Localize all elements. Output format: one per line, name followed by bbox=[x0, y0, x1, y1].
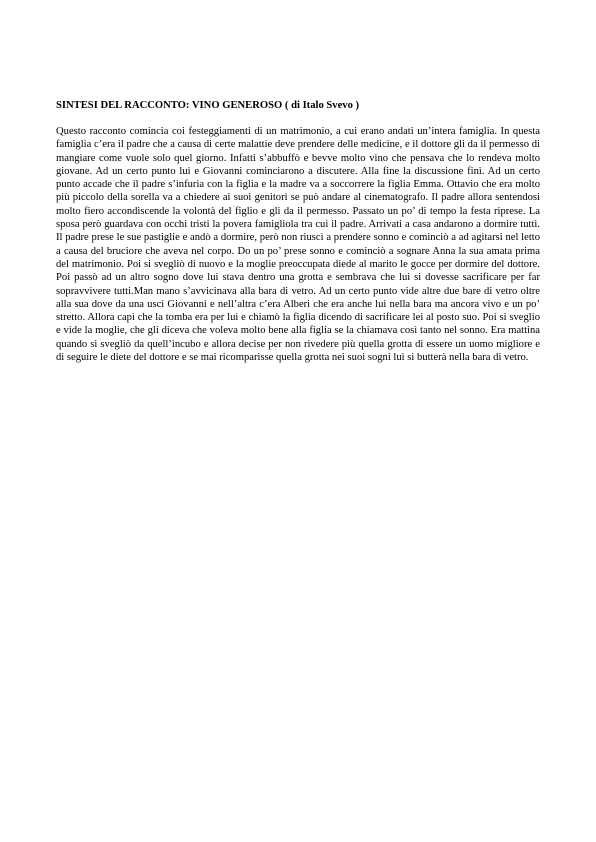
document-body-paragraph: Questo racconto comincia coi festeggiamenti di un matrimonio, a cui erano andati un’intera famiglia. In questa famiglia c’era il padre che a causa di certe malattie deve prendere delle medicine, e il dottore gli da il permesso di mangiare come vuole solo quel giorno. Infatti s’abbuffò e bevve molto vino che pensava che lo rendeva molto giovane. Ad un certo punto lui e Giovanni cominciarono a discutere. Alla fine la discussione finì. Ad un certo punto accade che il padre s’infuria con la figlia e la madre va a soccorrere la figlia Emma. Ottavio che era molto più piccolo della sorella va a chiedere ai suoi genitori se può andare al cinematografo. Il padre allora sentendosi molto fiero accondiscende la volontà del figlio e gli da il permesso. Passato un po’ di tempo la festa riprese. La sposa però guardava con occhi tristi la povera famigliola tra cui il padre. Arrivati a casa andarono a dormire tutti. Il padre prese le sue pastiglie e andò a dormire, però non riuscì a prendere sonno e cominciò a ad agitarsi nel letto a causa del bruciore che aveva nel corpo. Do un po’ prese sonno e cominciò a sognare Anna la sua amata prima del matrimonio. Poi si svegliò di nuovo e la moglie preoccupata diede al marito le gocce per dormire del dottore. Poi passò ad un altro sogno dove lui stava dentro una grotta e sembrava che lui si dovesse sacrificare per far sopravvivere tutti.Man mano s’avvicinava alla bara di vetro. Ad un certo punto vide altre due bare di vetro oltre alla sua dove da una uscì Giovanni e nell’altra c’era Alberi che era anche lui nella bara ma ancora vivo e un po’ stretto. Allora capì che la tomba era per lui e chiamò la figlia dicendo di sacrificare lei al posto suo. Poi si sveglio e vide la moglie, che gli diceva che voleva molto bene alla figlia se la chiamava così tanto nel sonno. Era mattina quando si svegliò da quell’incubo e allora decise per non rivedere più quella grotta di essere un uomo migliore e di seguire le diete del dottore e se mai ricomparisse quella grotta nei suoi sogni lui si butterà nella bara di vetro. bbox=[56, 126, 540, 364]
document-content bbox=[56, 99, 540, 364]
document-title: SINTESI DEL RACCONTO: VINO GENEROSO ( di Italo Svevo ) bbox=[56, 100, 360, 111]
